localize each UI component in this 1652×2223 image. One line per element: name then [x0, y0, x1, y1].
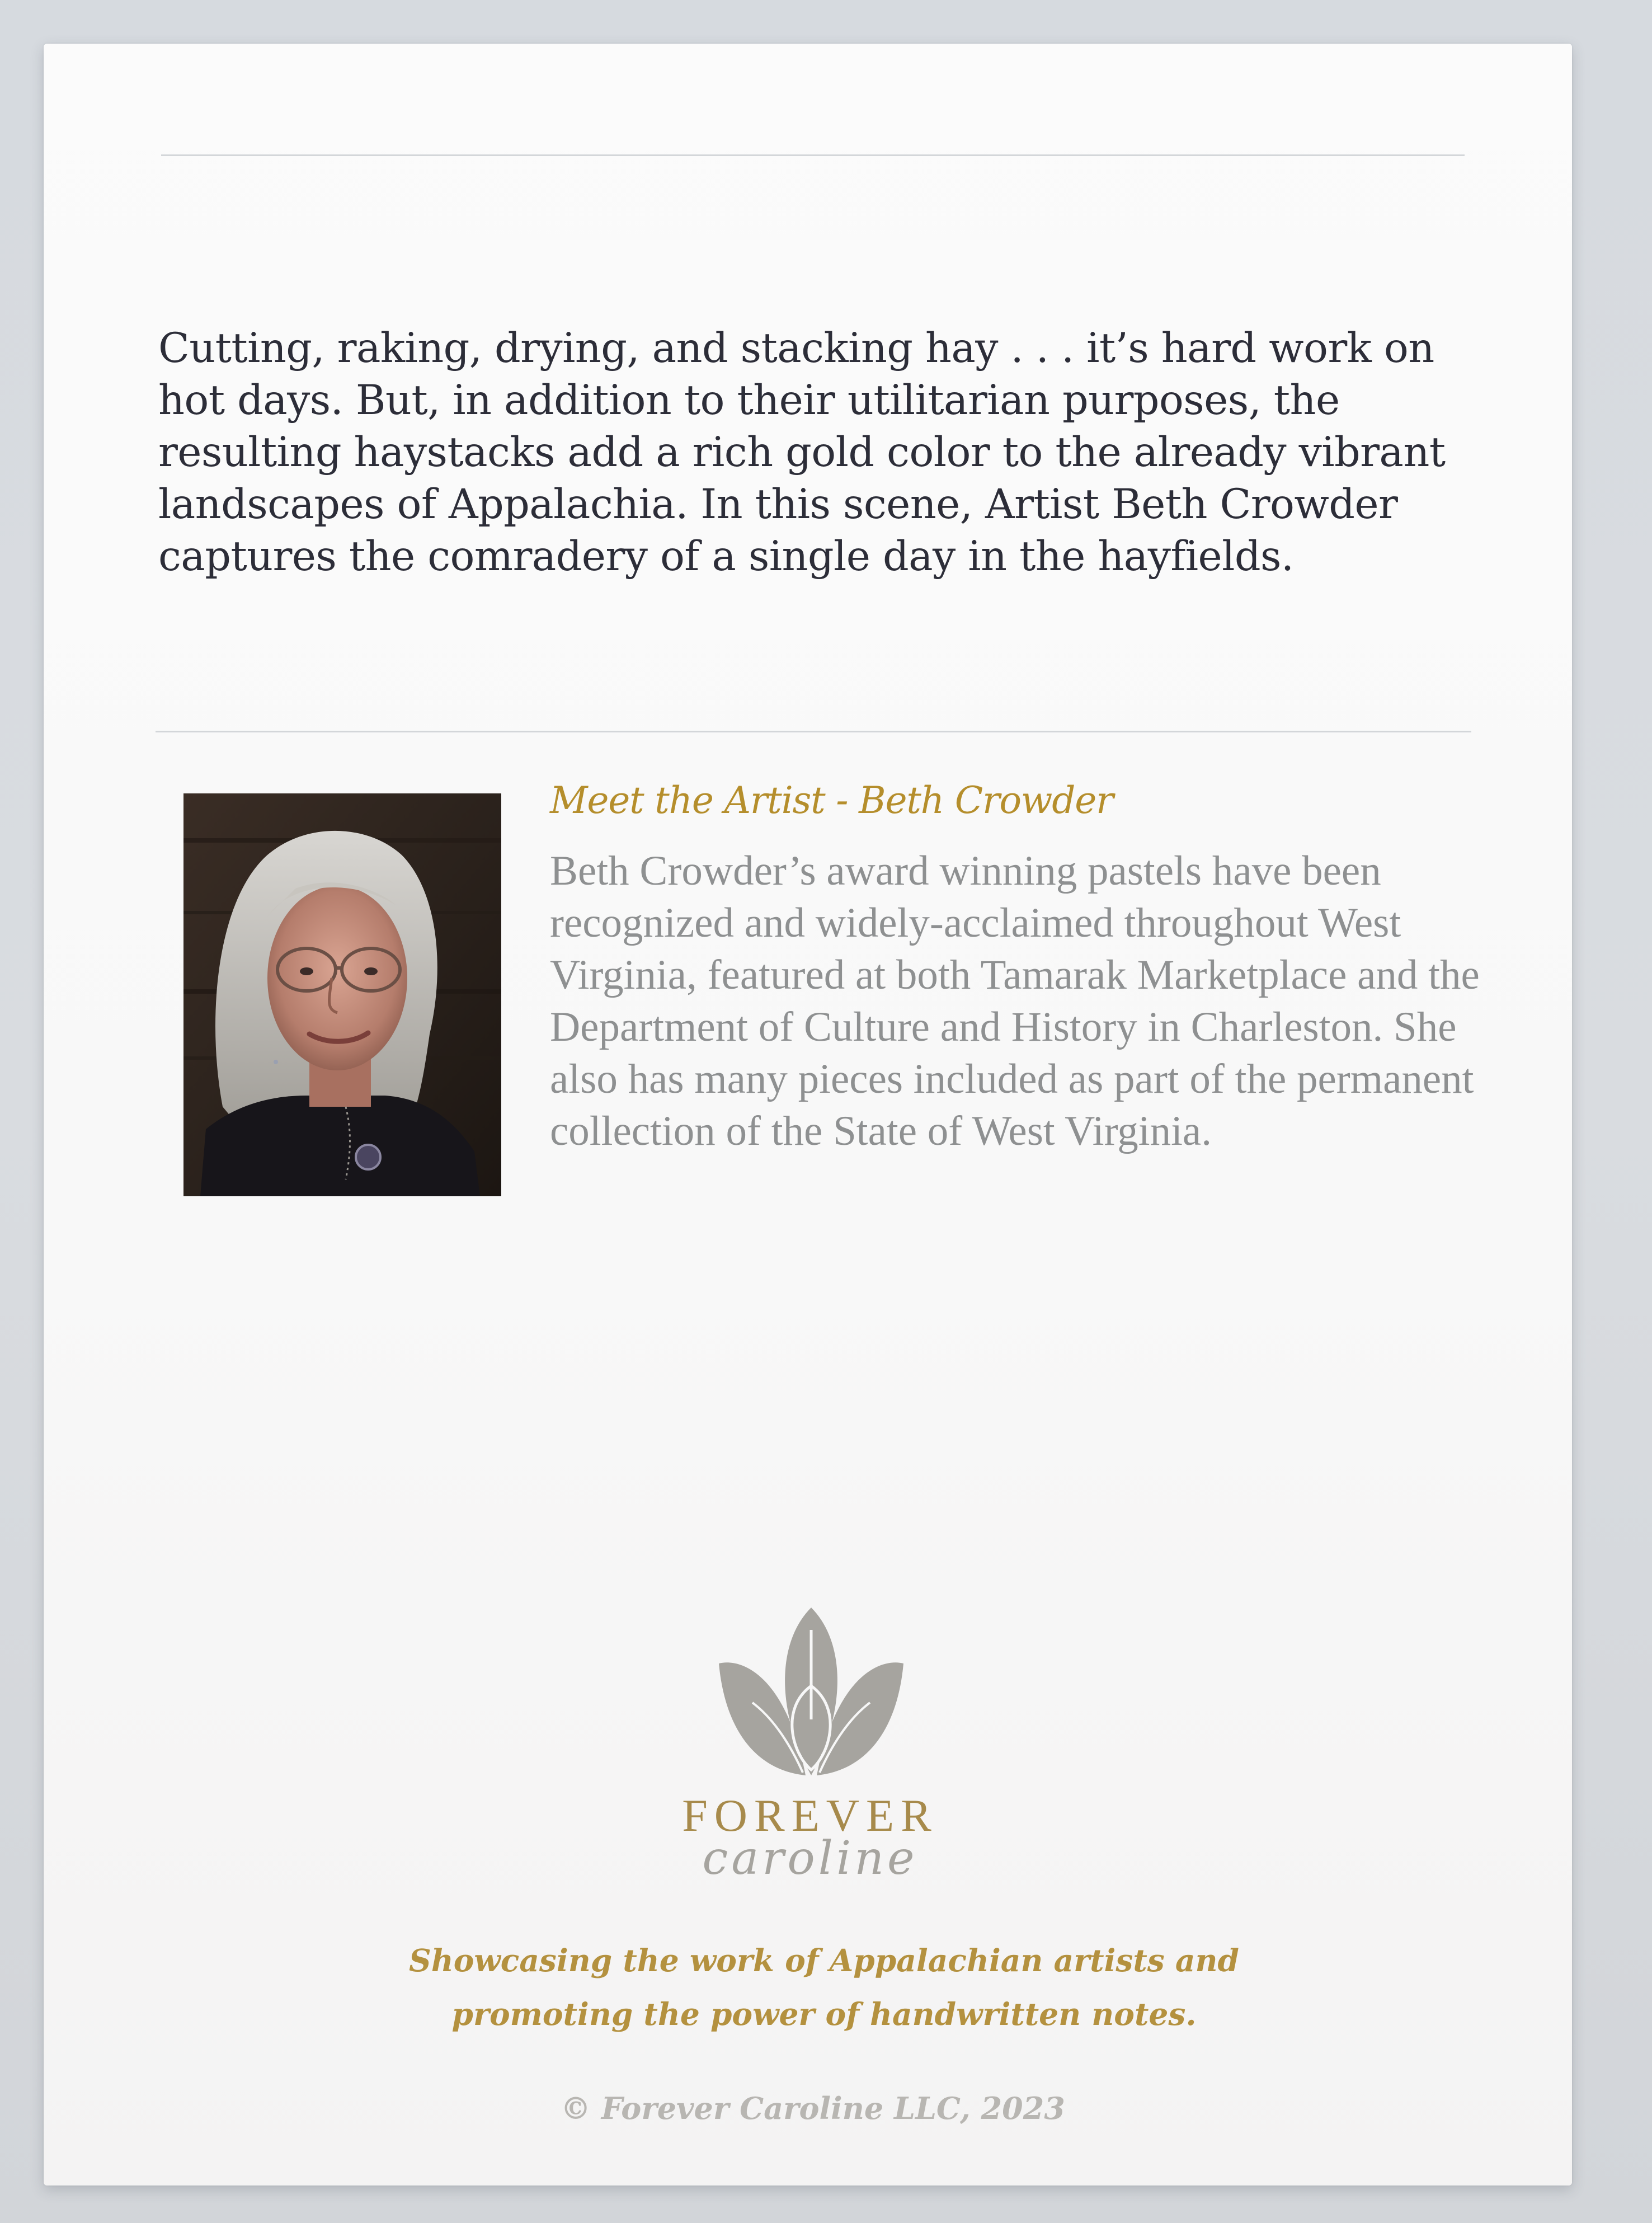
lotus-icon	[719, 1608, 903, 1812]
copyright-notice: © Forever Caroline LLC, 2023	[561, 2090, 1065, 2126]
artist-photo	[183, 793, 501, 1196]
section-divider	[156, 731, 1471, 732]
artist-portrait-photo	[183, 793, 501, 1196]
note-card-back	[44, 44, 1572, 2186]
top-divider	[161, 154, 1465, 156]
meet-artist-heading: Meet the Artist - Beth Crowder	[550, 779, 1113, 822]
brand-wordmark-forever: FOREVER	[682, 1790, 938, 1841]
brand-wordmark-caroline: caroline	[702, 1832, 918, 1885]
artist-bio: Beth Crowder’s award winning pastels have been recognized and widely-acclaimed throughout West Virginia, featured at both Tamarak Marketplace and the Department of Culture and History in Charleston. She also has many pieces included as part of the permanent collection of the State of West Virginia.	[550, 848, 1480, 1154]
artwork-description: Cutting, raking, drying, and stacking hay . . . it’s hard work on hot days. But, in addition to their utilitarian purposes, the resulting haystacks add a rich gold color to the already vibrant landscapes of Appalachia. In this scene, Artist Beth Crowder captures the comradery of a single day in the hayfields.	[158, 325, 1446, 580]
brand-tagline: Showcasing the work of Appalachian artists and promoting the power of handwritten notes.	[409, 1942, 1239, 2032]
